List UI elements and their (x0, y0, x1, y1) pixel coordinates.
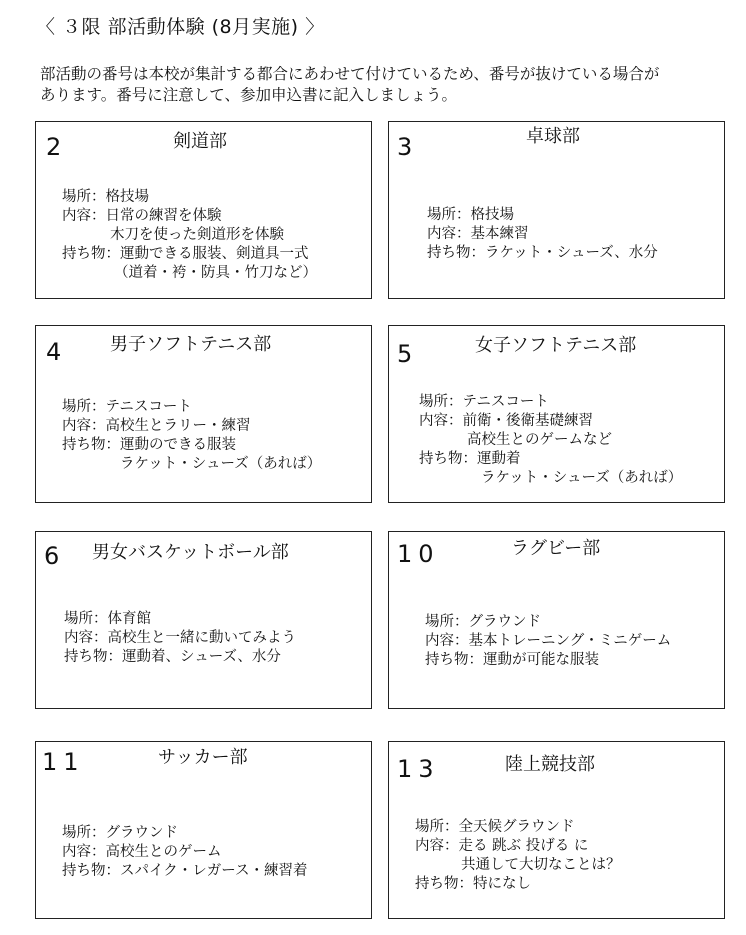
content-value-2: 高校生とのゲームなど (467, 432, 612, 448)
items-label: 持ち物： (62, 246, 120, 262)
content-label: 内容： (62, 844, 106, 860)
items-value-2: ラケット・シューズ（あれば） (120, 456, 322, 472)
content-value: 高校生とラリー・練習 (105, 418, 251, 434)
content-label: 内容： (419, 413, 463, 429)
place-label: 場所： (62, 399, 106, 415)
club-card-girls-soft-tennis (388, 325, 725, 503)
content-value: 高校生と一緒に動いてみよう (107, 630, 296, 646)
content-label: 内容： (425, 633, 469, 649)
club-card-track-and-field (388, 741, 725, 919)
content-value: 走る 跳ぶ 投げる に (458, 838, 589, 854)
content-label: 内容： (427, 226, 471, 242)
club-name: 男女バスケットボール部 (92, 542, 289, 563)
club-number: 6 (44, 542, 66, 570)
content-value: 前衛・後衛基礎練習 (462, 413, 593, 429)
items-value: 運動着、シューズ、水分 (122, 649, 281, 665)
content-label: 内容： (62, 418, 106, 434)
club-info (62, 398, 321, 474)
items-value: 特になし (473, 876, 531, 892)
club-info (419, 393, 682, 488)
club-name: 女子ソフトテニス部 (475, 335, 637, 356)
club-info (64, 610, 296, 667)
items-value: ラケット・シューズ、水分 (485, 245, 658, 261)
place-label: 場所： (425, 614, 469, 630)
club-name: 卓球部 (526, 126, 580, 147)
place-value: テニスコート (105, 399, 192, 415)
club-name: 男子ソフトテニス部 (110, 334, 272, 355)
place-value: グラウンド (468, 614, 541, 630)
club-info (62, 188, 317, 283)
items-value: 運動が可能な服装 (483, 652, 599, 668)
items-value: 運動のできる服装 (120, 437, 236, 453)
club-name: 陸上競技部 (505, 754, 595, 775)
content-label: 内容： (62, 208, 106, 224)
place-label: 場所： (62, 825, 106, 841)
place-value: グラウンド (105, 825, 178, 841)
content-value-2: 共通して大切なことは？ (461, 857, 621, 873)
items-label: 持ち物： (62, 863, 120, 879)
club-card-table-tennis (388, 121, 725, 299)
intro-line-2: あります。番号に注意して、参加申込書に記入しましょう。 (40, 86, 457, 104)
content-value: 日常の練習を体験 (105, 208, 222, 224)
content-value: 高校生とのゲーム (105, 844, 222, 860)
page-title: 〈 ３限 部活動体験 (8月実施) 〉 (36, 16, 325, 38)
content-label: 内容： (415, 838, 459, 854)
items-value: 運動着 (477, 451, 521, 467)
club-card-basketball (35, 531, 372, 709)
place-value: テニスコート (462, 394, 549, 410)
club-number: 3 (397, 133, 419, 161)
club-card-boys-soft-tennis (35, 325, 372, 503)
items-value-2: （道着・袴・防具・竹刀など） (114, 265, 317, 281)
content-value-2: 木刀を使った剣道形を体験 (110, 227, 284, 243)
items-label: 持ち物： (427, 245, 485, 261)
place-label: 場所： (427, 207, 471, 223)
place-value: 格技場 (105, 189, 149, 205)
club-name: 剣道部 (173, 131, 227, 152)
club-info (425, 613, 671, 670)
items-value: スパイク・レガース・練習着 (120, 863, 308, 879)
place-label: 場所： (419, 394, 463, 410)
club-card-soccer (35, 741, 372, 919)
items-label: 持ち物： (419, 451, 477, 467)
club-name: サッカー部 (158, 747, 248, 768)
intro-text (40, 64, 740, 106)
intro-line-1: 部活動の番号は本校が集計する都合にあわせて付けているため、番号が抜けている場合が (40, 65, 660, 83)
club-number: 2 (46, 133, 68, 161)
club-name: ラグビー部 (511, 538, 601, 559)
club-info (415, 818, 621, 894)
items-label: 持ち物： (64, 649, 122, 665)
place-label: 場所： (64, 611, 108, 627)
club-number: 10 (397, 540, 440, 568)
items-value: 運動できる服装、剣道具一式 (120, 246, 309, 262)
place-value: 体育館 (107, 611, 151, 627)
place-value: 格技場 (470, 207, 514, 223)
place-label: 場所： (415, 819, 459, 835)
club-number: 5 (397, 340, 419, 368)
club-number: 13 (397, 755, 440, 783)
content-label: 内容： (64, 630, 108, 646)
place-label: 場所： (62, 189, 106, 205)
items-label: 持ち物： (62, 437, 120, 453)
club-card-rugby (388, 531, 725, 709)
content-value: 基本練習 (470, 226, 529, 242)
items-label: 持ち物： (425, 652, 483, 668)
place-value: 全天候グラウンド (458, 819, 575, 835)
club-number: 11 (42, 748, 85, 776)
club-number: 4 (46, 338, 68, 366)
content-value: 基本トレーニング・ミニゲーム (468, 633, 672, 649)
club-info (62, 824, 307, 881)
items-label: 持ち物： (415, 876, 473, 892)
items-value-2: ラケット・シューズ（あれば） (481, 470, 683, 486)
club-info (427, 206, 658, 263)
club-card-kendo (35, 121, 372, 299)
